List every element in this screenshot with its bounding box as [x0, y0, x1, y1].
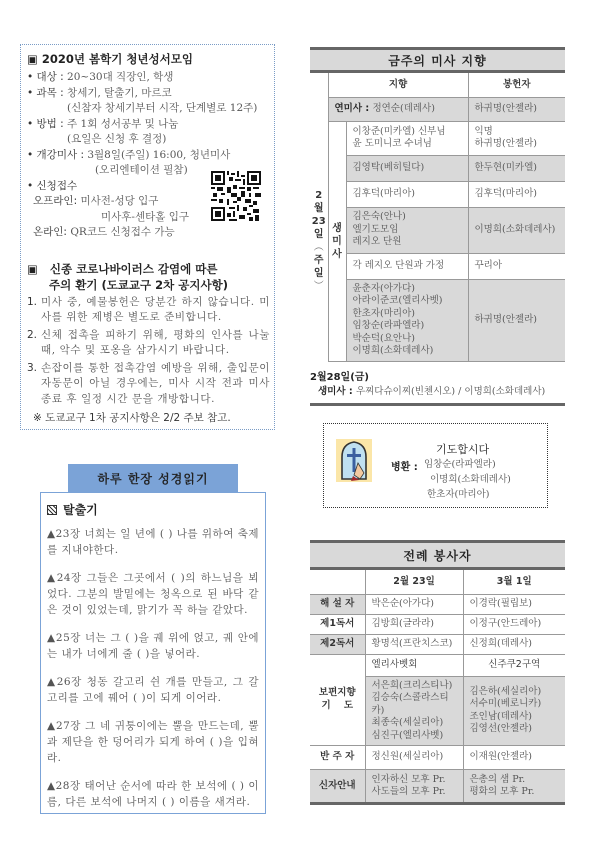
corona-note: ※ 도쿄교구 1차 공지사항은 2/2 주보 참고.: [33, 412, 231, 424]
corona-notice-title: ▣ 신종 코로나바이러스 감염에 따른 주의 환기 (도쿄교구 2차 공지사항): [27, 261, 228, 292]
hatched-square-icon: [47, 505, 57, 515]
table-row: 신자안내 인자하신 모후 Pr. 사도들의 모후 Pr. 은총의 샘 Pr. 평화의 모후 Pr.: [310, 770, 565, 804]
friday-date: 2월28일(금): [310, 372, 369, 383]
col-offerer: 봉헌자: [468, 73, 565, 97]
prayer-box: [323, 423, 548, 508]
bible-verse: ▲23장 너희는 일 년에 ( ) 나를 위하여 축제를 지내야한다.: [47, 528, 259, 556]
table-row: 제2독서 황명석(프란치스코) 신정희(데레사): [310, 634, 565, 654]
bible-book-title: 탈출기: [47, 501, 259, 518]
prayer-names: 임창순(라파엘라) 이명희(소화데레사) 한초자(마리아): [424, 459, 511, 500]
study-method-note: (요일은 신청 후 결정): [67, 133, 167, 145]
col-date-1: 2월 23일: [365, 570, 463, 594]
study-opening-mass: • 개강미사 : 3월8일(주일) 16:00, 청년미사: [27, 148, 231, 161]
table-row: 해 설 자 박은순(아가다) 이경락(필립보): [310, 594, 565, 614]
friday-mass: [310, 368, 565, 406]
corona-item-2: 2. 신체 접촉을 피하기 위해, 평화의 인사를 나눌 때, 악수 및 포옹을 삼가시기 바랍니다.: [27, 328, 270, 356]
square-bullet-icon: ▣: [27, 261, 50, 276]
bible-verse: ▲28장 태어난 순서에 따라 한 보석에 ( ) 이름, 다른 보석에 나머지 ( ) 이름을 새겨라.: [47, 780, 259, 808]
table-row: 각 레지오 단원과 가정 꾸리아: [310, 253, 565, 279]
mass-intentions-table: [310, 73, 565, 362]
study-opening-note: (오리엔테이션 필참): [95, 164, 188, 176]
bible-verse: ▲25장 너는 그 ( )을 궤 위에 얹고, 궤 안에는 내가 너에게 줄 ( )을 넣어라.: [47, 632, 259, 660]
notice-box: [20, 44, 275, 430]
apply-offline: 오프라인: 미사전-성당 입구: [33, 195, 159, 207]
col-intention: 지향: [328, 73, 468, 97]
table-row: 제1독서 김방희(글라라) 이정구(안드레아): [310, 614, 565, 634]
type-label: 생 미 사: [328, 121, 346, 361]
study-method: • 방법 : 주 1회 성서공부 및 나눔: [27, 117, 179, 130]
corona-item-1: 1. 미사 중, 예물봉헌은 당분간 하지 않습니다. 미사를 위한 제병은 별도로 준비합니다.: [27, 295, 270, 323]
bible-verse: ▲27장 그 네 귀퉁이에는 뿔을 만드는데, 뿔과 제단을 한 덩어리가 되게 하여 ( )을 입혀라.: [47, 720, 259, 764]
friday-intention: 생미사 : 우찌다슈이찌(빈첸시오) / 이명희(소화데레사): [318, 386, 546, 397]
square-bullet-icon: ▣: [27, 52, 42, 66]
corona-item-3: 3. 손잡이를 통한 접촉감염 예방을 위해, 출입문이 자동문이 아닐 경우에는, 미사 시작 전과 미사 종료 후 일정 시간 문을 개방합니다.: [27, 361, 270, 405]
memorial-intention: 연미사 : 정연순(데레사): [328, 97, 468, 121]
table-row: 반 주 자 정신원(세실리아) 이재원(안젤라): [310, 746, 565, 770]
praying-hands-window-icon: [336, 439, 372, 482]
mass-intentions-title: 금주의 미사 지향: [310, 47, 565, 73]
prayer-title: 기도합시다: [436, 443, 490, 456]
study-target: • 대상 : 20~30대 직장인, 학생: [27, 71, 174, 83]
bible-verse: ▲24장 그들은 그곳에서 ( )의 하느님을 뵈었다. 그분의 발밑에는 청옥으로 된 바닥 같은 것이 있었는데, 맑기가 꼭 하늘 같았다.: [47, 572, 259, 616]
youth-study-title: ▣ 2020년 봄학기 청년성서모임: [27, 52, 193, 66]
liturgy-servers-table: [310, 570, 565, 805]
daily-bible-header: 하루 한장 성경읽기: [68, 464, 238, 492]
table-row: 보편지향 기 도 엘리사벳회 신주쿠2구역: [310, 654, 565, 676]
date-label: 2 월 23 일 ︵ 주 일 ︶: [310, 121, 328, 361]
liturgy-servers-title: 전례 봉사자: [310, 540, 565, 570]
bible-verse: ▲26장 청동 갈고리 쉰 개를 만들고, 그 갈고리를 고에 꿰어 ( )이 되게 이어라.: [47, 676, 259, 704]
table-row: 김후덕(마리아) 김후덕(마리아): [310, 181, 565, 207]
qr-code-icon[interactable]: [211, 171, 261, 221]
table-row: 윤춘자(아가다) 아라이준코(엘리사벳) 한초자(마리아) 임창순(라파엘라) 박순덕(요안나) 이명희(소화데레사) 하귀명(안젤라): [310, 279, 565, 361]
apply-label: • 신청접수: [27, 179, 78, 192]
prayer-label: 병환 :: [391, 462, 418, 473]
study-subjects: • 과목 : 창세기, 탈출기, 마르코: [27, 86, 172, 99]
apply-offline-2: 미사후-센타홀 입구: [101, 210, 190, 223]
table-row: 2 월 23 일 ︵ 주 일 ︶ 생 미 사 이창준(미카엘) 신부님 윤 도미니코 수녀님 익명 하귀명(안젤라): [310, 121, 565, 155]
col-date-2: 3월 1일: [463, 570, 565, 594]
apply-online: 온라인: QR코드 신청접수 가능: [33, 226, 175, 238]
table-row: 연미사 : 정연순(데레사) 하귀명(안젤라): [310, 97, 565, 121]
table-row: 서은희(크리스티나) 김승숙(스콜라스티카) 최종숙(세실리아) 심진구(엘리사벳) 김은하(세실리아) 서수미(베로니카) 조인남(데레사) 김영선(안젤라): [310, 676, 565, 746]
daily-bible-box: [40, 492, 266, 814]
table-row: 김영탁(베히틸다) 한두현(미카엘): [310, 155, 565, 181]
study-subjects-note: (신참자 창세기부터 시작, 단계별로 12주): [67, 102, 258, 114]
table-row: 김은숙(안나) 엘기도모임 레지오 단원 이명희(소화데레사): [310, 207, 565, 253]
